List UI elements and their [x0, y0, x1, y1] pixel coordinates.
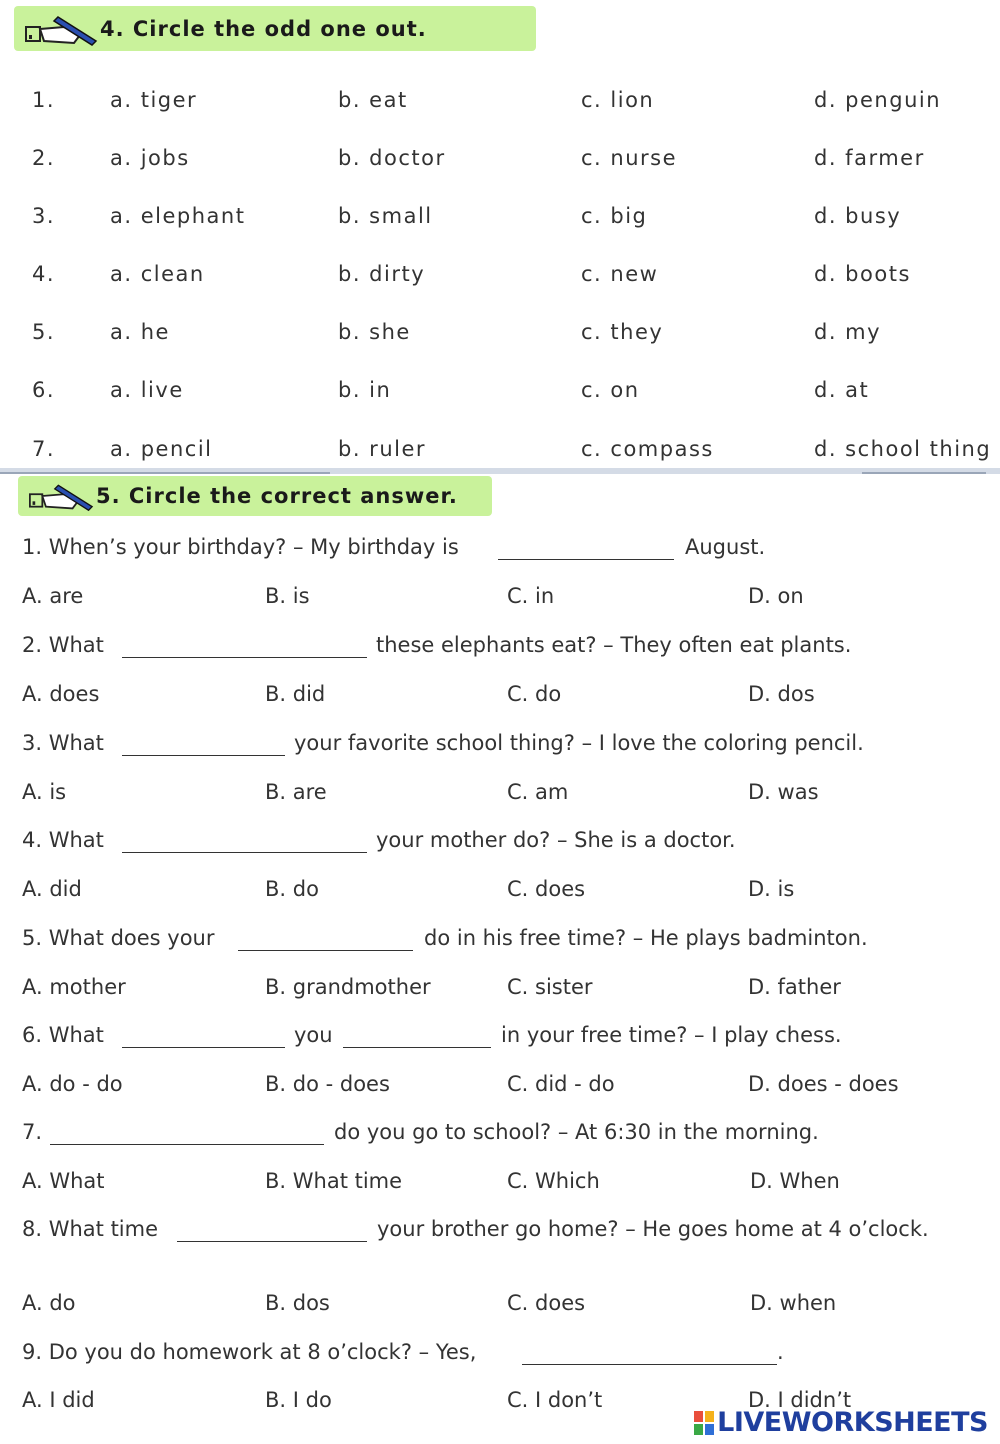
item-number: 1.: [32, 88, 56, 112]
option-d[interactable]: d. busy: [814, 204, 902, 228]
option-a[interactable]: a. elephant: [110, 204, 246, 228]
answer-option-c[interactable]: C. does: [507, 877, 586, 901]
answer-option-b[interactable]: B. grandmother: [265, 975, 431, 999]
answer-option-c[interactable]: C. did - do: [507, 1072, 615, 1096]
answer-option-b[interactable]: B. dos: [265, 1291, 330, 1315]
section4-header: [14, 6, 536, 51]
answer-option-c[interactable]: C. in: [507, 584, 555, 608]
answer-blank[interactable]: [498, 539, 674, 560]
answer-option-c[interactable]: C. does: [507, 1291, 586, 1315]
answer-option-b[interactable]: B. What time: [265, 1169, 403, 1193]
writing-hand-icon: [26, 480, 96, 512]
item-number: 7.: [32, 437, 56, 461]
answer-option-a[interactable]: A. are: [22, 584, 84, 608]
option-a[interactable]: a. he: [110, 320, 170, 344]
answer-option-d[interactable]: D. I didn’t: [748, 1388, 852, 1412]
question-text: you: [294, 1023, 333, 1047]
item-number: 6.: [32, 378, 56, 402]
option-b[interactable]: b. dirty: [338, 262, 426, 286]
question-text: do in his free time? – He plays badminton.: [424, 926, 868, 950]
answer-option-a[interactable]: A. do - do: [22, 1072, 123, 1096]
item-number: 2.: [32, 146, 56, 170]
question-text: 1. When’s your birthday? – My birthday is: [22, 535, 459, 559]
option-c[interactable]: c. on: [581, 378, 640, 402]
question-text: your mother do? – She is a doctor.: [376, 828, 736, 852]
answer-option-b[interactable]: B. is: [265, 584, 310, 608]
option-d[interactable]: d. boots: [814, 262, 911, 286]
section5-header: [18, 476, 492, 516]
question-text: August.: [685, 535, 766, 559]
question-text: 3. What: [22, 731, 104, 755]
option-d[interactable]: d. school thing: [814, 437, 992, 461]
question-text: 2. What: [22, 633, 104, 657]
writing-hand-icon: [22, 11, 100, 47]
watermark-text: LIVEWORKSHEETS: [717, 1407, 988, 1438]
answer-blank[interactable]: [122, 1027, 285, 1048]
section-divider-mark: [862, 472, 986, 474]
option-b[interactable]: b. small: [338, 204, 433, 228]
answer-option-d[interactable]: D. was: [748, 780, 819, 804]
option-c[interactable]: c. new: [581, 262, 659, 286]
answer-option-c[interactable]: C. Which: [507, 1169, 600, 1193]
answer-option-a[interactable]: A. do: [22, 1291, 76, 1315]
answer-option-c[interactable]: C. I don’t: [507, 1388, 603, 1412]
answer-option-d[interactable]: D. When: [750, 1169, 840, 1193]
question-text: 7.: [22, 1120, 43, 1144]
answer-option-d[interactable]: D. when: [750, 1291, 837, 1315]
answer-blank[interactable]: [122, 832, 367, 853]
answer-option-c[interactable]: C. do: [507, 682, 562, 706]
question-text: your favorite school thing? – I love the coloring pencil.: [294, 731, 864, 755]
answer-option-a[interactable]: A. did: [22, 877, 82, 901]
option-d[interactable]: d. penguin: [814, 88, 942, 112]
question-text: 9. Do you do homework at 8 o’clock? – Yes,: [22, 1340, 477, 1364]
option-b[interactable]: b. in: [338, 378, 392, 402]
answer-option-b[interactable]: B. did: [265, 682, 326, 706]
option-d[interactable]: d. farmer: [814, 146, 925, 170]
answer-blank[interactable]: [122, 735, 285, 756]
answer-option-d[interactable]: D. is: [748, 877, 795, 901]
question-text: 5. What does your: [22, 926, 215, 950]
section4-title: 4. Circle the odd one out.: [100, 16, 427, 41]
item-number: 3.: [32, 204, 56, 228]
item-number: 5.: [32, 320, 56, 344]
answer-blank[interactable]: [177, 1221, 367, 1242]
option-a[interactable]: a. pencil: [110, 437, 213, 461]
question-text: 8. What time: [22, 1217, 159, 1241]
answer-blank[interactable]: [50, 1124, 324, 1145]
answer-option-b[interactable]: B. do - does: [265, 1072, 390, 1096]
question-text: your brother go home? – He goes home at 4 o’clock.: [377, 1217, 929, 1241]
section-divider-mark: [0, 472, 330, 474]
option-d[interactable]: d. at: [814, 378, 870, 402]
answer-option-d[interactable]: D. dos: [748, 682, 815, 706]
option-a[interactable]: a. jobs: [110, 146, 190, 170]
option-c[interactable]: c. they: [581, 320, 664, 344]
option-c[interactable]: c. big: [581, 204, 648, 228]
question-text: do you go to school? – At 6:30 in the morning.: [334, 1120, 819, 1144]
option-c[interactable]: c. compass: [581, 437, 714, 461]
option-a[interactable]: a. tiger: [110, 88, 198, 112]
answer-option-d[interactable]: D. on: [748, 584, 804, 608]
answer-option-b[interactable]: B. are: [265, 780, 327, 804]
liveworksheets-logo-icon: [693, 1410, 715, 1436]
answer-option-d[interactable]: D. does - does: [748, 1072, 899, 1096]
option-c[interactable]: c. nurse: [581, 146, 678, 170]
answer-blank[interactable]: [522, 1344, 777, 1365]
liveworksheets-watermark: [693, 1407, 988, 1438]
question-text: in your free time? – I play chess.: [501, 1023, 842, 1047]
answer-blank[interactable]: [238, 930, 413, 951]
answer-option-a[interactable]: A. is: [22, 780, 67, 804]
option-b[interactable]: b. ruler: [338, 437, 427, 461]
option-b[interactable]: b. eat: [338, 88, 408, 112]
question-text: 6. What: [22, 1023, 104, 1047]
answer-option-a[interactable]: A. mother: [22, 975, 126, 999]
question-text: 4. What: [22, 828, 104, 852]
option-a[interactable]: a. live: [110, 378, 184, 402]
option-b[interactable]: b. doctor: [338, 146, 446, 170]
section5-title: 5. Circle the correct answer.: [96, 484, 458, 508]
answer-option-b[interactable]: B. I do: [265, 1388, 332, 1412]
answer-option-d[interactable]: D. father: [748, 975, 841, 999]
answer-option-a[interactable]: A. I did: [22, 1388, 95, 1412]
option-c[interactable]: c. lion: [581, 88, 655, 112]
answer-option-a[interactable]: A. What: [22, 1169, 105, 1193]
item-number: 4.: [32, 262, 56, 286]
answer-blank[interactable]: [122, 637, 367, 658]
question-text: .: [777, 1340, 784, 1364]
answer-option-b[interactable]: B. do: [265, 877, 319, 901]
option-b[interactable]: b. she: [338, 320, 411, 344]
answer-option-c[interactable]: C. am: [507, 780, 569, 804]
answer-blank[interactable]: [343, 1027, 491, 1048]
answer-option-c[interactable]: C. sister: [507, 975, 593, 999]
option-a[interactable]: a. clean: [110, 262, 205, 286]
answer-option-a[interactable]: A. does: [22, 682, 100, 706]
question-text: these elephants eat? – They often eat plants.: [376, 633, 852, 657]
option-d[interactable]: d. my: [814, 320, 882, 344]
